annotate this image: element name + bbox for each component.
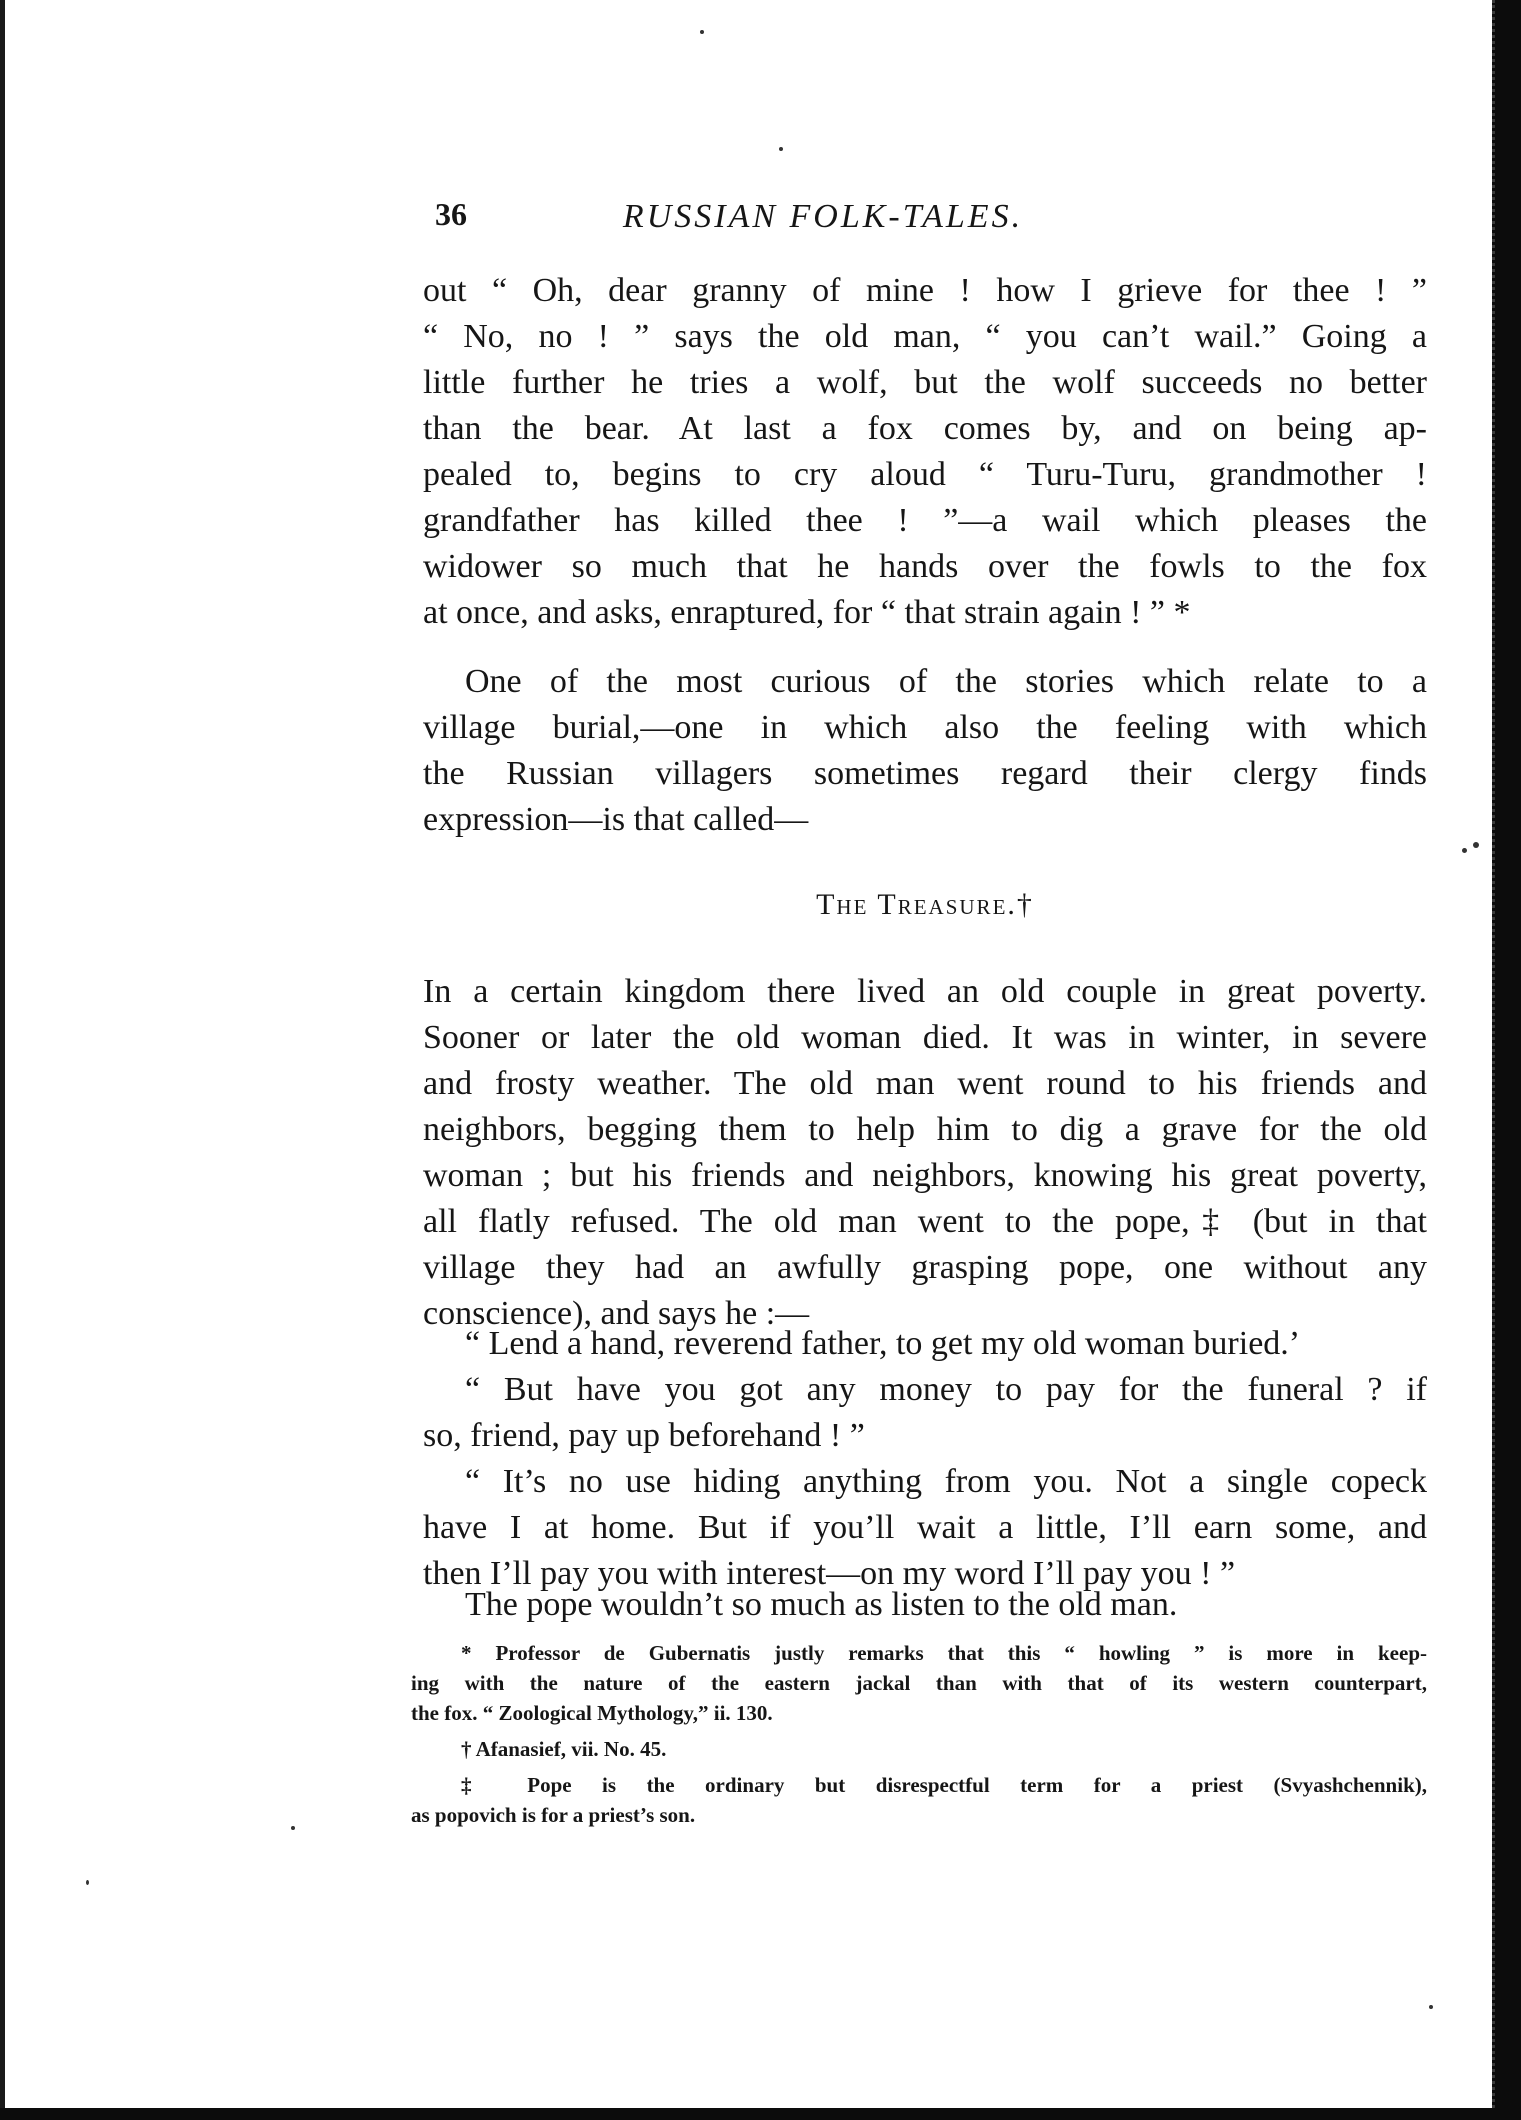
text-line: The pope wouldn’t so much as listen to the old man. (465, 1586, 1178, 1623)
page-header (423, 196, 1183, 246)
text-line: have I at home. But if you’ll wait a little, I’ll earn some, and (423, 1509, 1427, 1546)
scan-speck (291, 1826, 295, 1830)
footnote-line: ‡ Pope is the ordinary but disrespectful term for a priest (Svyashchennik), (461, 1773, 1427, 1797)
scan-right-edge (1492, 0, 1521, 2120)
closing-paragraph (423, 1582, 1427, 1628)
paragraph-intro (423, 659, 1427, 843)
text-line: village burial,—one in which also the feeling with which (423, 709, 1427, 746)
text-line: all flatly refused. The old man went to the pope,‡ (but in that (423, 1203, 1427, 1240)
text-line: village they had an awfully grasping pope, one without any (423, 1249, 1427, 1286)
text-line: Sooner or later the old woman died. It was in winter, in severe (423, 1019, 1427, 1056)
section-title (423, 888, 1427, 922)
scan-bottom-edge (0, 2108, 1521, 2120)
scan-left-edge (0, 0, 5, 2120)
text-line: widower so much that he hands over the fowls to the fox (423, 548, 1427, 585)
footnotes (411, 1638, 1427, 1830)
text-line: grandfather has killed thee ! ”—a wail which pleases the (423, 502, 1427, 539)
page-number: 36 (435, 196, 467, 232)
text-line: neighbors, begging them to help him to dig a grave for the old (423, 1111, 1427, 1148)
scan-speck (1462, 848, 1467, 853)
text-line: One of the most curious of the stories which relate to a (465, 663, 1427, 700)
text-line: and frosty weather. The old man went round to his friends and (423, 1065, 1427, 1102)
text-line: than the bear. At last a fox comes by, and on being ap- (423, 410, 1427, 447)
text-line: conscience), and says he :— (423, 1295, 810, 1332)
dialogue-paragraph (423, 1321, 1427, 1367)
running-title: RUSSIAN FOLK-TALES. (622, 198, 1024, 235)
text-line: “ No, no ! ” says the old man, “ you can’t wail.” Going a (423, 318, 1427, 355)
footnote-line: the fox. “ Zoological Mythology,” ii. 130. (411, 1701, 773, 1725)
story-paragraph (423, 969, 1427, 1337)
text-line: “ It’s no use hiding anything from you. Not a single copeck (465, 1463, 1427, 1500)
text-line: In a certain kingdom there lived an old couple in great poverty. (423, 973, 1427, 1010)
paragraph-continuation (423, 268, 1427, 636)
text-line: “ But have you got any money to pay for the funeral ? if (465, 1371, 1427, 1408)
footnote-line: † Afanasief, vii. No. 45. (461, 1737, 667, 1761)
text-line: expression—is that called— (423, 801, 809, 838)
text-line: little further he tries a wolf, but the wolf succeeds no better (423, 364, 1427, 401)
footnote-line: ing with the nature of the eastern jackal than with that of its western counterpart, (411, 1671, 1427, 1695)
text-line: the Russian villagers sometimes regard their clergy finds (423, 755, 1427, 792)
scan-speck (779, 147, 783, 151)
dialogue-paragraph (423, 1459, 1427, 1597)
text-line: out “ Oh, dear granny of mine ! how I grieve for thee ! ” (423, 272, 1427, 309)
footnote-line: * Professor de Gubernatis justly remarks that this “ howling ” is more in keep- (461, 1641, 1427, 1665)
section-title-text: The Treasure.† (816, 888, 1034, 921)
dialogue-paragraph (423, 1367, 1427, 1459)
scan-speck (1429, 2005, 1433, 2009)
footnote-line: as popovich is for a priest’s son. (411, 1803, 696, 1827)
text-line: pealed to, begins to cry aloud “ Turu-Turu, grandmother ! (423, 456, 1427, 493)
scan-speck (700, 30, 704, 34)
text-line: then I’ll pay you with interest—on my word I’ll pay you ! ” (423, 1555, 1236, 1592)
scan-speck (1473, 842, 1479, 848)
text-line: woman ; but his friends and neighbors, knowing his great poverty, (423, 1157, 1427, 1194)
text-line: so, friend, pay up beforehand ! ” (423, 1417, 865, 1454)
text-line: at once, and asks, enraptured, for “ that strain again ! ” * (423, 594, 1191, 631)
scan-speck (86, 1880, 89, 1885)
text-line: “ Lend a hand, reverend father, to get my old woman buried.’ (465, 1325, 1301, 1362)
